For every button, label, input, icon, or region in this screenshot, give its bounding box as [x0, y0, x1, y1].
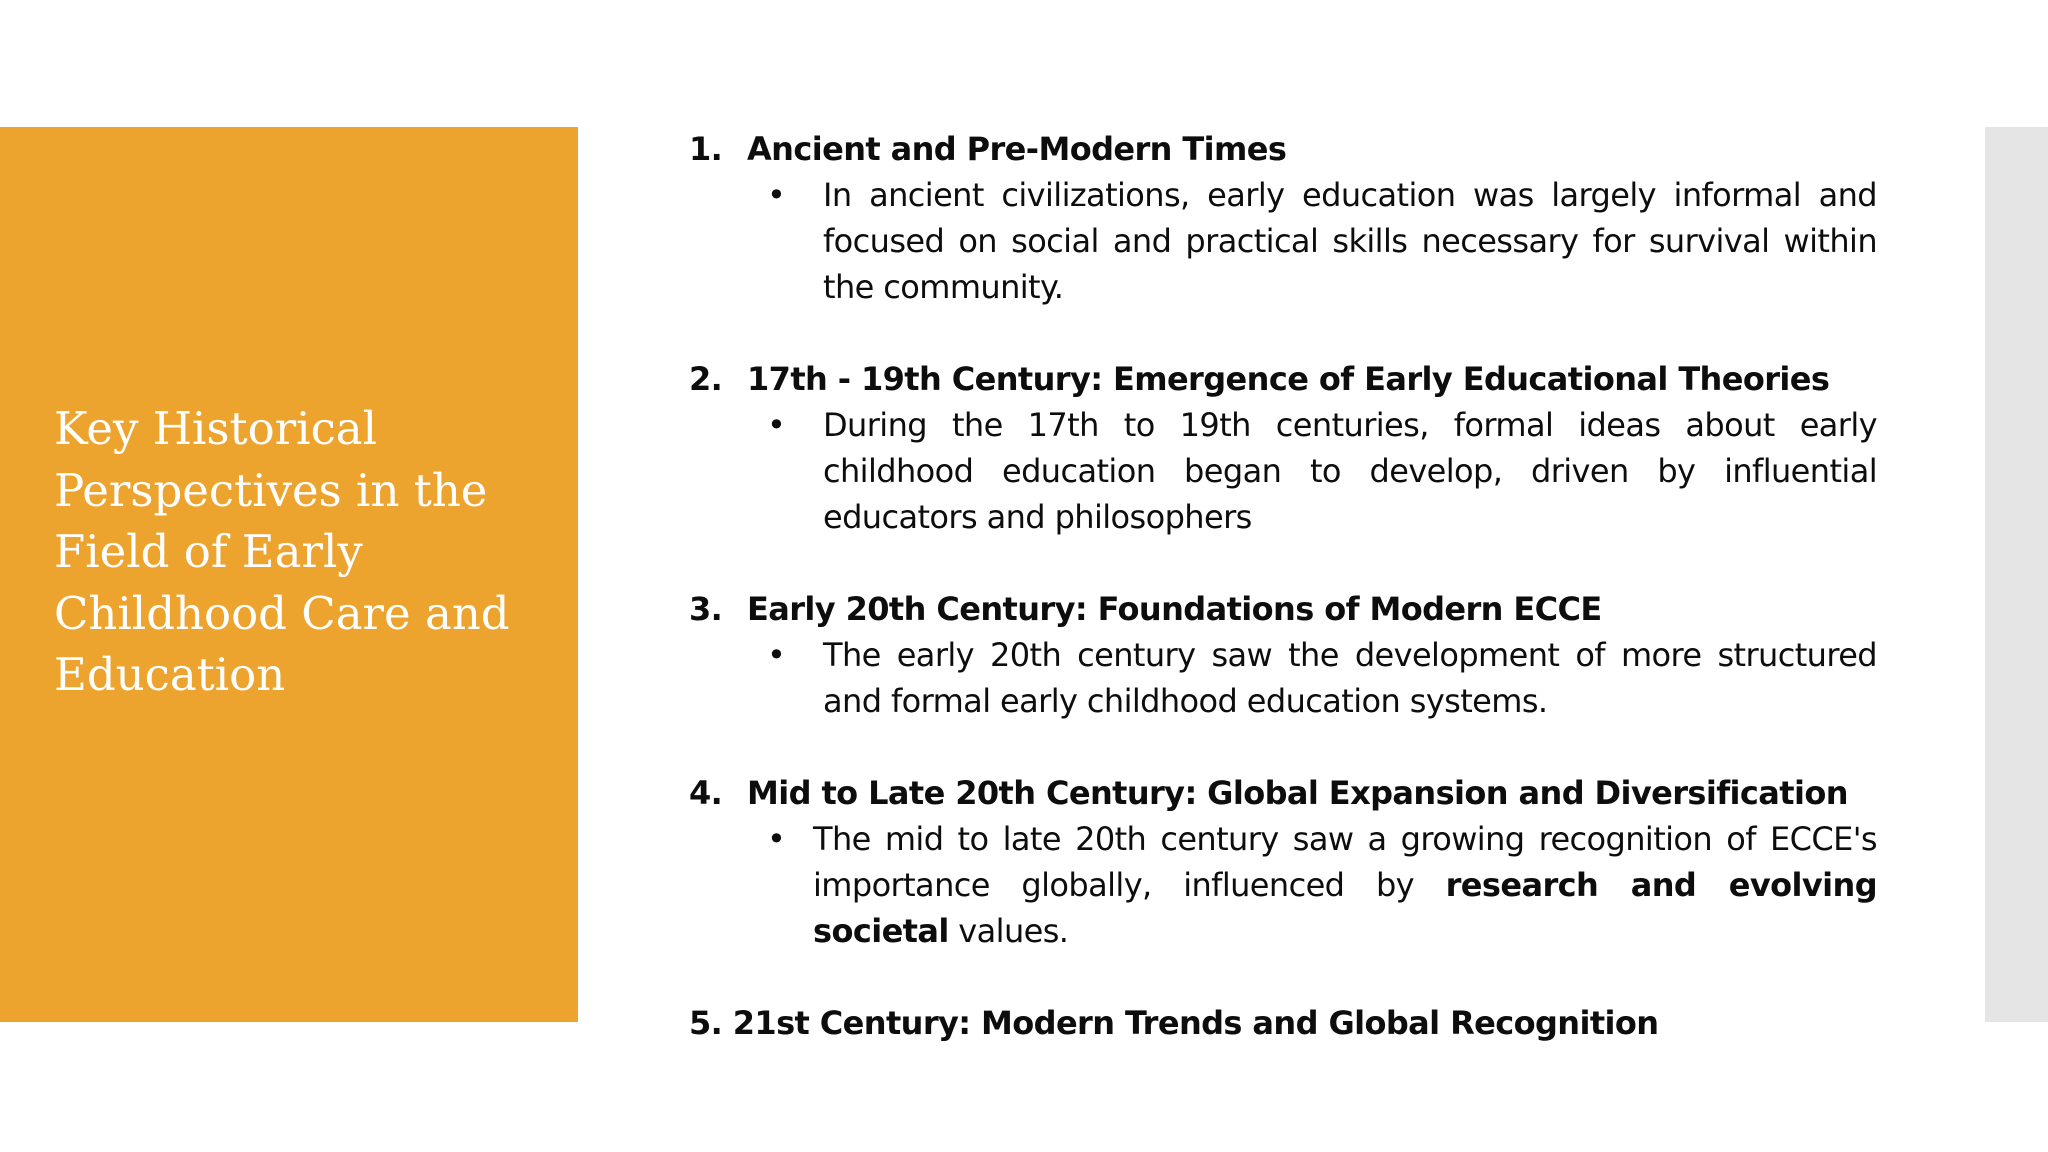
bullet-text-bold: research and evolving societal [813, 866, 1877, 950]
bullet-icon: • [767, 636, 786, 674]
section-heading-text: Ancient and Pre-Modern Times [747, 130, 1287, 168]
bullet-text [813, 816, 1877, 954]
bullet-item [689, 402, 1877, 540]
bullet-icon: • [767, 406, 786, 444]
section-heading [689, 126, 1877, 172]
bullet-item [689, 172, 1877, 310]
bullet-icon: • [767, 176, 786, 214]
bullet-item [689, 816, 1877, 954]
section-number: 1. [689, 130, 723, 168]
section-heading-text: 17th - 19th Century: Emergence of Early Educational Theories [747, 360, 1830, 398]
section-1 [689, 126, 1877, 310]
section-number: 2. [689, 360, 723, 398]
section-5-heading: 5. 21st Century: Modern Trends and Global Recognition [689, 1004, 1659, 1042]
bullet-text: In ancient civilizations, early education was largely informal and focused on social and practical skills necessary for survival within the community. [823, 176, 1877, 306]
section-number: 4. [689, 774, 723, 812]
content-area [689, 126, 1877, 1046]
bullet-text: The early 20th century saw the development of more structured and formal early childhood education systems. [823, 636, 1877, 720]
section-2 [689, 356, 1877, 540]
bullet-item [689, 632, 1877, 724]
side-strip [1985, 127, 2048, 1022]
section-3 [689, 586, 1877, 724]
section-heading [689, 586, 1877, 632]
bullet-text-part2: values. [948, 912, 1069, 950]
slide-title: Key Historical Perspectives in the Field of Early Childhood Care and Education [54, 402, 510, 701]
section-heading [689, 356, 1877, 402]
section-heading [689, 770, 1877, 816]
section-number: 3. [689, 590, 723, 628]
section-heading-text: Early 20th Century: Foundations of Modern ECCE [747, 590, 1602, 628]
section-4 [689, 770, 1877, 954]
section-heading-text: Mid to Late 20th Century: Global Expansion and Diversification [747, 774, 1848, 812]
bullet-text-part1: The mid to late 20th century saw a growing recognition of ECCE's importance globally, influenced by [813, 820, 1877, 904]
bullet-text: During the 17th to 19th centuries, formal ideas about early childhood education began to develop, driven by influential educators and philosophers [823, 406, 1877, 536]
bullet-icon: • [767, 820, 786, 858]
